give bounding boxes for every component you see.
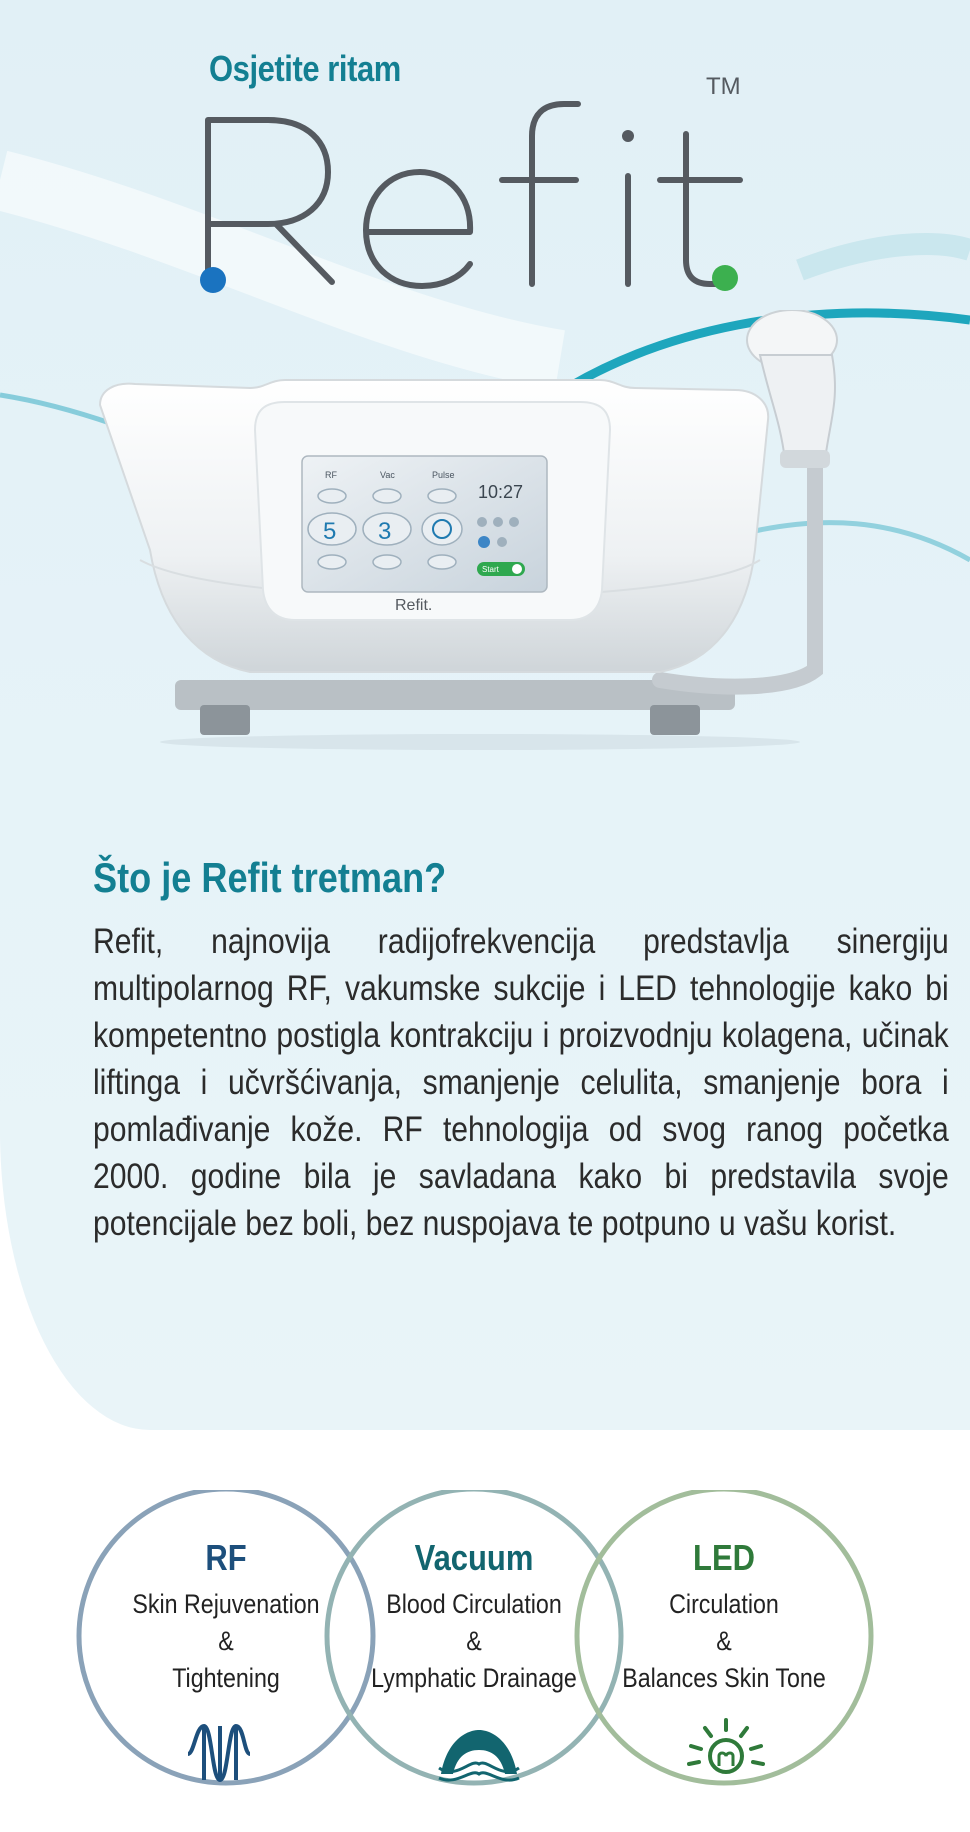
section-body: Refit, najnovija radijofrekvencija predstavlja sinergiju multipolarnog RF, vakumske sukcije i LED tehnologije kako bi kompetentno postigla kontrakciju i proizvodnju kolagena, učinak liftinga i učvršćivanja, smanjenje celulita, smanjenje bora i pomlađivanje kože. RF tehnologija od svog ranog početka 2000. godine bila je savladana kako bi predstavila svoje potencijale bez boli, bez nuspojava te potpuno u vašu korist. xyxy=(93,922,949,1243)
feature-led-title: LED xyxy=(693,1537,755,1578)
features-diagram xyxy=(0,1490,970,1832)
feature-led xyxy=(621,1538,827,1697)
device-screen-label-pulse: Pulse xyxy=(432,470,455,480)
feature-led-line2: & xyxy=(716,1626,732,1656)
feature-rf-line2: & xyxy=(218,1626,234,1656)
feature-vacuum-line1: Blood Circulation xyxy=(386,1589,562,1619)
feature-vacuum-title: Vacuum xyxy=(414,1537,534,1578)
device-vac-value: 3 xyxy=(378,518,392,545)
vacuum-icon xyxy=(437,1724,521,1782)
tagline: Osjetite ritam xyxy=(209,48,401,89)
rf-wave-icon xyxy=(186,1722,252,1784)
device-start-label: Start xyxy=(482,565,499,574)
feature-rf-title: RF xyxy=(205,1537,247,1578)
device-clock: 10:27 xyxy=(478,482,524,502)
device-rf-value: 5 xyxy=(323,518,337,545)
device-brand-label: Refit. xyxy=(395,597,433,614)
refit-device-image xyxy=(80,310,870,750)
feature-rf-line3: Tightening xyxy=(172,1663,280,1693)
logo-dot-right xyxy=(712,265,738,291)
feature-vacuum-line2: & xyxy=(466,1626,482,1656)
feature-vacuum-line3: Lymphatic Drainage xyxy=(371,1663,577,1693)
feature-led-line3: Balances Skin Tone xyxy=(622,1663,826,1693)
logo-dot-left xyxy=(200,267,226,293)
feature-rf xyxy=(123,1538,329,1697)
feature-rf-line1: Skin Rejuvenation xyxy=(132,1589,320,1619)
section-heading: Što je Refit tretman? xyxy=(93,854,447,901)
feature-vacuum xyxy=(371,1538,577,1697)
device-screen-label-vac: Vac xyxy=(380,470,395,480)
device-screen-label-rf: RF xyxy=(325,470,337,480)
led-bulb-icon xyxy=(683,1716,769,1786)
trademark: TM xyxy=(706,73,741,100)
refit-logo xyxy=(180,42,780,312)
feature-led-line1: Circulation xyxy=(669,1589,779,1619)
